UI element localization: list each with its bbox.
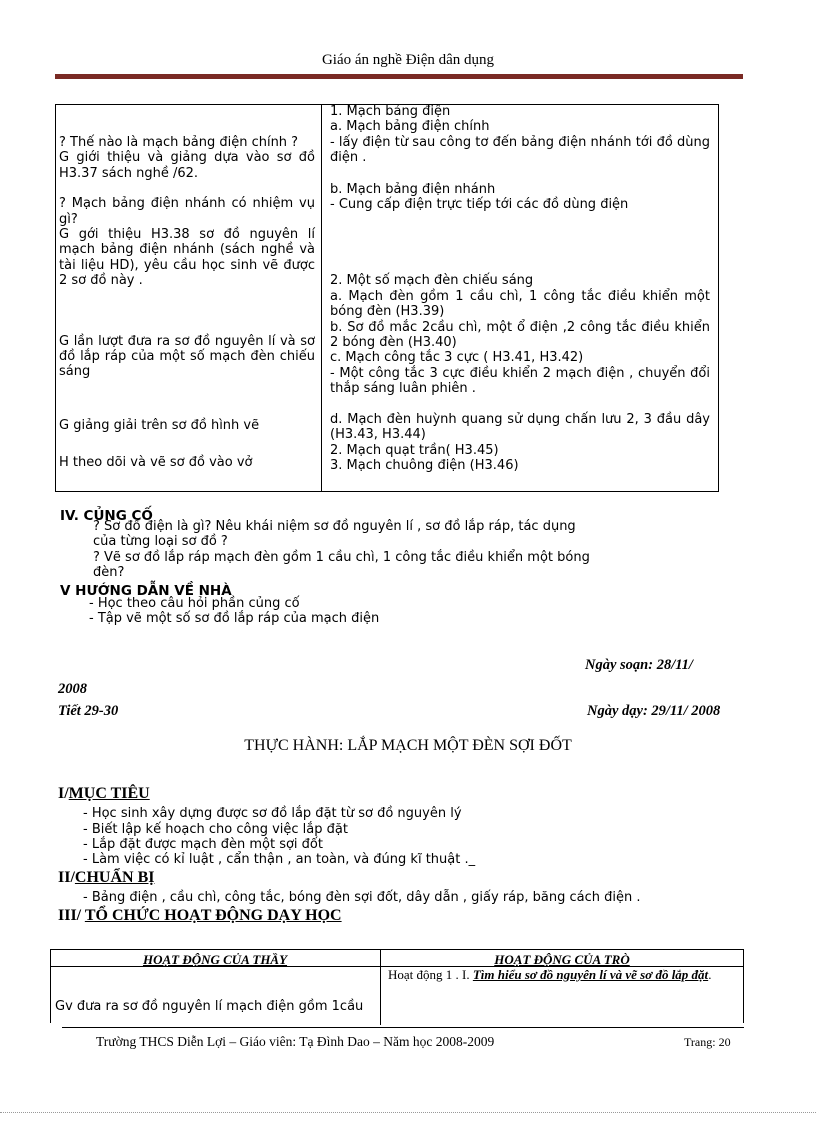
- lesson-period: Tiết 29-30: [58, 703, 119, 719]
- teacher-note-1: G giới thiệu và giảng dựa vào sơ đồ H3.37 sách nghề /62.: [59, 150, 315, 181]
- objective-item: - Lắp đặt được mạch đèn một sợi đốt: [83, 837, 323, 852]
- student-note: H theo dõi và vẽ sơ đồ vào vở: [59, 455, 253, 471]
- student-activity-text: [388, 968, 740, 983]
- teaching-date: Ngày dạy: 29/11/ 2008: [587, 703, 721, 719]
- activity-prefix: Hoạt động 1 . I.: [388, 967, 470, 982]
- student-activity-header-text: HOẠT ĐỘNG CỦA TRÒ: [494, 953, 630, 966]
- activities-title: TỔ CHỨC HOẠT ĐỘNG DẠY HỌC: [84, 907, 342, 924]
- preparation-year: 2008: [58, 681, 87, 697]
- teacher-note-4: G giảng giải trên sơ đồ hình vẽ: [59, 417, 260, 433]
- table-left-column: [59, 104, 315, 471]
- right-item: - Một công tắc 3 cực điều khiển 2 mạch điện , chuyển đổi thắp sáng luân phiên .: [330, 365, 710, 397]
- teacher-activity-header-text: HOẠT ĐỘNG CỦA THẦY: [142, 953, 288, 966]
- question-main-board: ? Thế nào là mạch bảng điện chính ?: [59, 135, 299, 150]
- objective-item: - Biết lập kế hoạch cho công việc lắp đặt: [83, 822, 348, 837]
- teacher-activity-text: Gv đưa ra sơ đồ nguyên lí mạch điện gồm 1cầu: [55, 999, 364, 1014]
- right-item: 2. Một số mạch đèn chiếu sáng: [330, 273, 534, 289]
- objective-item: - Làm việc có kỉ luật , cẩn thận , an toàn, và đúng kĩ thuật ._: [83, 852, 476, 867]
- teacher-note-2: G gới thiệu H3.38 sơ đồ nguyên lí mạch bảng điện nhánh (sách nghề và tài liệu HD), yêu cầu học sinh vẽ được 2 sơ đồ này .: [59, 227, 315, 289]
- lesson-title: THỰC HÀNH: LẮP MẠCH MỘT ĐÈN SỢI ĐỐT: [244, 737, 572, 754]
- activities-prefix: III/: [58, 907, 82, 924]
- footer-rule: [62, 1027, 744, 1028]
- page-header: Giáo án nghề Điện dân dụng: [321, 52, 495, 68]
- right-item: 1. Mạch bảng điện: [330, 104, 451, 119]
- activities-heading: [58, 907, 342, 925]
- preparation-date: Ngày soạn: 28/11/: [585, 657, 693, 673]
- section-5-item-1: - Học theo câu hỏi phần củng cố: [89, 596, 300, 611]
- activity-link-text: Tìm hiểu sơ đồ nguyên lí và vẽ sơ đồ lắp đặt: [472, 967, 709, 982]
- activity-suffix: .: [708, 967, 712, 982]
- teacher-activity-header: [50, 953, 380, 966]
- preparation-prefix: II/: [58, 869, 75, 886]
- table-divider: [321, 104, 322, 492]
- section-4-question-2: ? Vẽ sơ đồ lắp ráp mạch đèn gồm 1 cầu chì, 1 công tắc điều khiển một bóng: [93, 550, 590, 565]
- preparation-title: CHUẨN BỊ: [74, 869, 155, 886]
- right-item: - Cung cấp điện trực tiếp tới các đồ dùng điện: [330, 197, 629, 213]
- teacher-note-3: G lần lượt đưa ra sơ đồ nguyên lí và sơ đồ lắp ráp của một số mạch đèn chiếu sáng: [59, 333, 315, 380]
- section-4-question-1: ? Sơ đồ điện là gì? Nêu khái niệm sơ đồ nguyên lí , sơ đồ lắp ráp, tác dụng: [93, 519, 576, 534]
- footer-text: Trường THCS Diễn Lợi – Giáo viên: Tạ Đình Dao – Năm học 2008-2009: [96, 1034, 495, 1049]
- objective-item: - Học sinh xây dựng được sơ đồ lắp đặt từ sơ đồ nguyên lý: [83, 806, 462, 821]
- right-item: a. Mạch bảng điện chính: [330, 119, 490, 135]
- right-item: d. Mạch đèn huỳnh quang sử dụng chấn lưu 2, 3 đầu dây (H3.43, H3.44): [330, 411, 710, 443]
- preparation-heading: [58, 869, 154, 887]
- table-right-column: [330, 104, 710, 473]
- preparation-item: - Bảng điện , cầu chì, công tắc, bóng đèn sợi đốt, dây dẫn , giấy ráp, băng cách điện .: [83, 890, 641, 905]
- page-boundary: [0, 1112, 816, 1113]
- right-item: c. Mạch công tắc 3 cực ( H3.41, H3.42): [330, 350, 584, 366]
- right-item: a. Mạch đèn gồm 1 cầu chì, 1 công tắc điều khiển một bóng đèn (H3.39): [330, 288, 710, 320]
- right-item: - lấy điện từ sau công tơ đến bảng điện nhánh tới đồ dùng điện .: [330, 134, 710, 166]
- section-4-question-2b: đèn?: [93, 565, 125, 580]
- objectives-title: MỤC TIÊU: [68, 785, 150, 802]
- question-branch-board: ? Mạch bảng điện nhánh có nhiệm vụ gì?: [59, 196, 315, 227]
- section-5-heading: V HƯỚNG DẪN VỀ NHÀ: [60, 583, 232, 599]
- right-item: 2. Mạch quạt trần( H3.45): [330, 442, 499, 458]
- objectives-prefix: I/: [58, 785, 69, 802]
- objectives-heading: [58, 785, 150, 803]
- right-item: b. Mạch bảng điện nhánh: [330, 181, 496, 197]
- page-number: Trang: 20: [684, 1035, 731, 1049]
- section-4-heading: IV. CỦNG CỐ: [60, 508, 153, 524]
- section-5-item-2: - Tập vẽ một số sơ đồ lắp ráp của mạch điện: [89, 611, 380, 626]
- right-item: 3. Mạch chuông điện (H3.46): [330, 457, 519, 473]
- right-item: b. Sơ đồ mắc 2cầu chì, một ổ điện ,2 công tắc điều khiển 2 bóng đèn (H3.40): [330, 319, 710, 351]
- section-4-question-1b: của từng loại sơ đồ ?: [93, 534, 228, 549]
- student-activity-header: [381, 953, 743, 966]
- header-rule: [55, 74, 743, 79]
